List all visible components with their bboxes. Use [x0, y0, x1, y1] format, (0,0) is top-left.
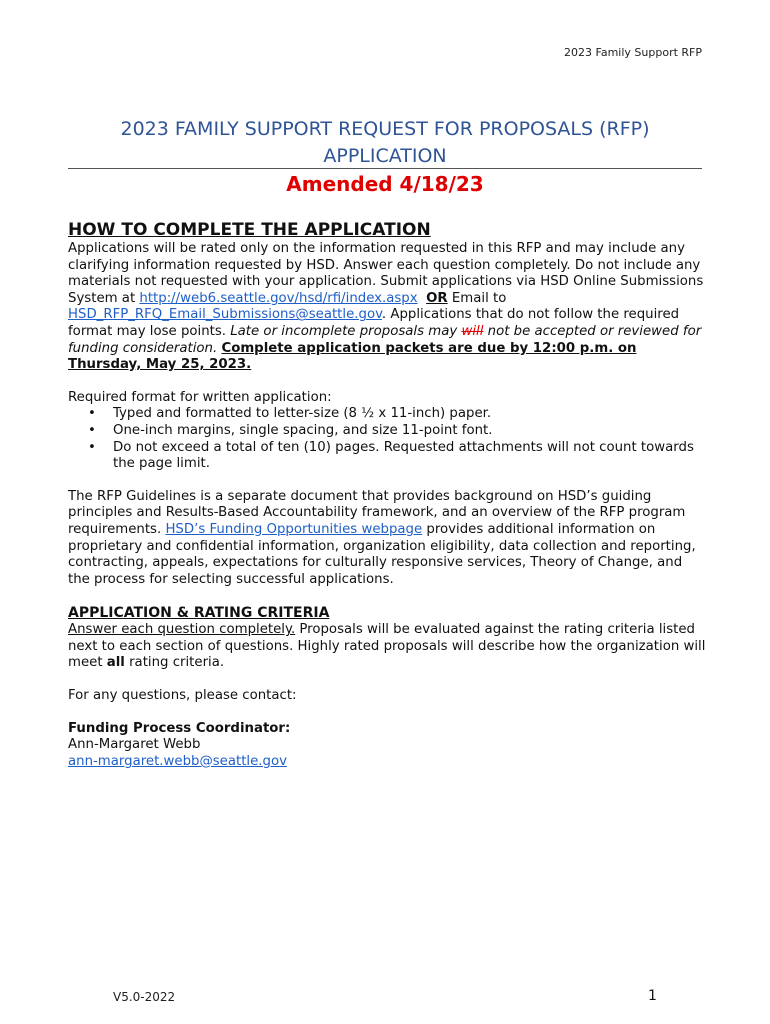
list-item	[68, 423, 708, 440]
instructions-paragraph	[68, 241, 708, 374]
submission-email-link[interactable]: HSD_RFP_RFQ_Email_Submissions@seattle.gov	[68, 307, 382, 323]
amended-notice: Amended 4/18/23	[286, 172, 484, 196]
list-item-text: Do not exceed a total of ten (10) pages. Requested attachments will not count towards the page limit.	[113, 439, 694, 472]
guidelines-text-b: provides additional information on proprietary and confidential information, organization eligibility, data collection and reporting, contracting, appeals, expectations for culturally responsive services, Theory of Change, and the process for selecting successful applications.	[68, 521, 696, 587]
bullet-icon: •	[88, 439, 96, 455]
submission-system-link[interactable]: http://web6.seattle.gov/hsd/rfi/index.aspx	[139, 290, 418, 306]
instructions-text: Applications will be rated only on the information requested in this RFP and may include any clarifying information requested by HSD. Answer each question completely. Do not include any materials not requested with your application. Submit applications via HSD Online Submissions System at	[68, 241, 704, 306]
contact-intro: For any questions, please contact:	[68, 688, 297, 704]
bullet-icon: •	[88, 422, 96, 438]
coordinator-name: Ann-Margaret Webb	[68, 737, 201, 753]
title-divider	[68, 168, 702, 169]
guidelines-text-a: The RFP Guidelines is a separate document that provides background on HSD’s guiding principles and Results-Based Accountability framework, and an overview of the RFP program requirements.	[68, 488, 686, 537]
page-number: 1	[648, 988, 657, 1004]
funding-opportunities-link[interactable]: HSD’s Funding Opportunities webpage	[165, 521, 423, 537]
criteria-all: all	[106, 655, 125, 671]
criteria-paragraph	[68, 622, 708, 672]
format-intro: Required format for written application:	[68, 389, 332, 405]
running-header: 2023 Family Support RFP	[564, 46, 702, 59]
late-text-a: Late or incomplete proposals may	[230, 323, 462, 339]
page-title	[68, 116, 702, 170]
criteria-text-b: rating criteria.	[124, 655, 225, 671]
title-line-1: 2023 FAMILY SUPPORT REQUEST FOR PROPOSALS (RFP)	[120, 118, 650, 140]
version-label: V5.0-2022	[113, 990, 176, 1004]
how-to-heading: HOW TO COMPLETE THE APPLICATION	[68, 220, 431, 240]
criteria-heading: APPLICATION & RATING CRITERIA	[68, 605, 330, 622]
document-body	[68, 219, 708, 770]
list-item-text: One-inch margins, single spacing, and size 11-point font.	[113, 422, 493, 438]
list-item-text: Typed and formatted to letter-size (8 ½ x 11-inch) paper.	[113, 406, 492, 422]
list-item	[68, 440, 708, 473]
bullet-icon: •	[88, 406, 96, 422]
format-warning-text: . Applications that do not follow the required format may lose points.	[68, 307, 680, 339]
title-line-2: APPLICATION	[323, 145, 447, 167]
criteria-underlined: Answer each question completely.	[68, 622, 296, 638]
struck-word: will	[461, 323, 484, 339]
email-to-text: Email to	[447, 290, 507, 306]
format-requirements-list	[68, 406, 708, 472]
coordinator-email-link[interactable]: ann-margaret.webb@seattle.gov	[68, 753, 287, 769]
coordinator-label: Funding Process Coordinator:	[68, 720, 291, 736]
criteria-text-a: Proposals will be evaluated against the rating criteria listed next to each section of questions. Highly rated proposals will describe how the organization will meet	[68, 622, 706, 671]
guidelines-paragraph	[68, 489, 708, 589]
or-label: OR	[426, 290, 448, 306]
late-text-b: not be accepted or reviewed for funding consideration.	[68, 323, 702, 356]
list-item	[68, 406, 708, 423]
due-date-text: Complete application packets are due by 12:00 p.m. on Thursday, May 25, 2023.	[68, 340, 637, 373]
